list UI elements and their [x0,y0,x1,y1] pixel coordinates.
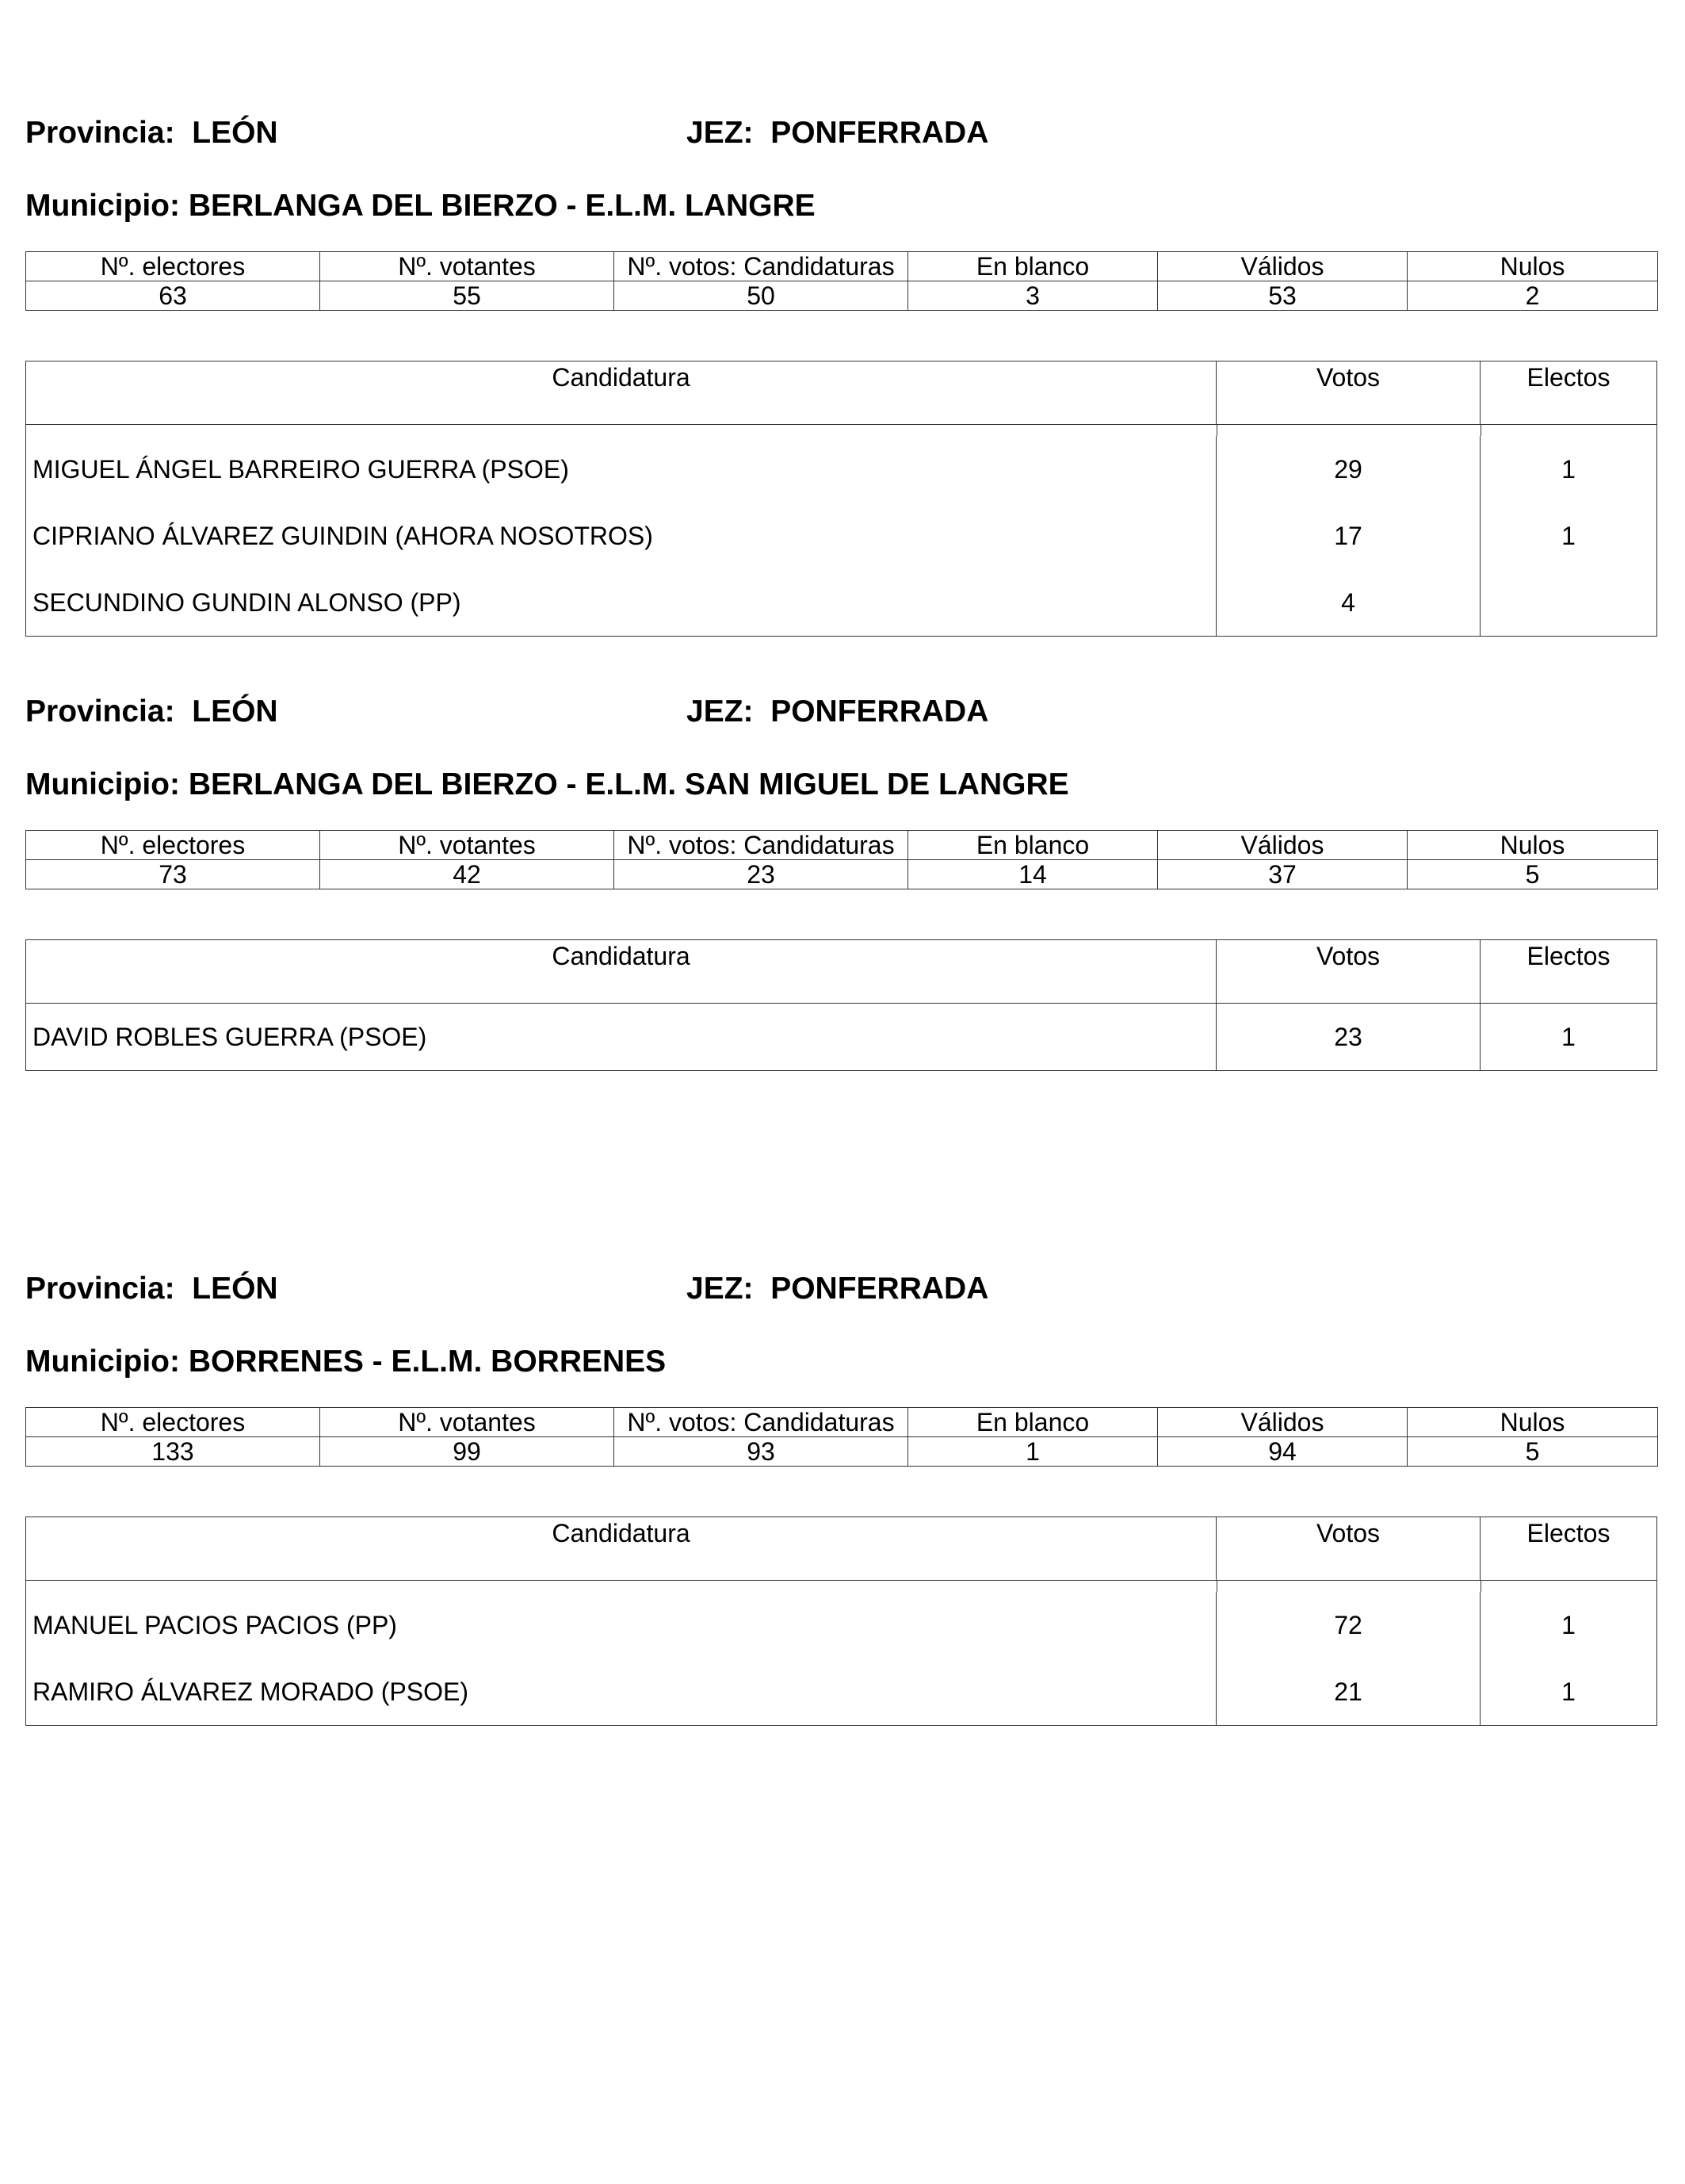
candidates-header-row [26,361,1656,425]
header-votos-candidaturas: Nº. votos: Candidaturas [614,252,908,281]
candidate-row [26,1592,1656,1658]
jez-line [686,694,988,730]
provincia-label: Provincia: [25,694,175,729]
candidate-votos: 23 [1217,1004,1481,1070]
municipio-value: BERLANGA DEL BIERZO - E.L.M. LANGRE [188,189,816,223]
value-validos: 37 [1158,860,1408,889]
header-votantes: Nº. votantes [320,831,614,860]
candidate-row [26,436,1656,503]
candidate-votos: 72 [1217,1592,1481,1658]
value-nulos: 5 [1408,860,1658,889]
candidate-electos: 1 [1561,1677,1576,1706]
candidate-votos: 17 [1217,503,1481,569]
header-nulos: Nulos [1408,252,1658,281]
candidate-electos: 1 [1561,521,1576,550]
header-votantes: Nº. votantes [320,1408,614,1437]
candidate-name: DAVID ROBLES GUERRA (PSOE) [26,1004,1217,1070]
stats-table [25,830,1658,889]
candidate-name: MANUEL PACIOS PACIOS (PP) [26,1592,1217,1658]
candidate-row [26,1004,1656,1070]
value-electores: 133 [26,1437,320,1467]
header-candidatura: Candidatura [26,1517,1217,1581]
provincia-line [25,1271,278,1307]
candidate-votos: 4 [1217,569,1481,636]
header-votos-candidaturas: Nº. votos: Candidaturas [614,1408,908,1437]
municipio-line [25,1344,666,1380]
value-votantes: 42 [320,860,614,889]
provincia-label: Provincia: [25,1272,175,1306]
candidate-electos: 1 [1561,454,1576,484]
value-votos-candidaturas: 50 [614,281,908,311]
candidate-row [26,1658,1656,1725]
candidates-table [25,361,1657,637]
value-votantes: 55 [320,281,614,311]
provincia-value: LEÓN [192,694,278,729]
value-votos-candidaturas: 93 [614,1437,908,1467]
jez-line [686,1271,988,1307]
value-en-blanco: 14 [908,860,1158,889]
candidate-votos: 21 [1217,1658,1481,1725]
value-validos: 94 [1158,1437,1408,1467]
stats-table [25,1407,1658,1467]
value-electores: 63 [26,281,320,311]
stats-value-row [26,281,1658,311]
value-en-blanco: 3 [908,281,1158,311]
municipio-line [25,188,816,224]
stats-header-row [26,831,1658,860]
candidate-electos: 1 [1561,1610,1576,1639]
candidates-table [25,1517,1657,1726]
jez-label: JEZ: [686,694,754,729]
candidate-name: MIGUEL ÁNGEL BARREIRO GUERRA (PSOE) [26,436,1217,503]
header-validos: Válidos [1158,1408,1408,1437]
value-validos: 53 [1158,281,1408,311]
provincia-line [25,694,278,730]
candidate-electos [1481,569,1656,636]
header-electos: Electos [1481,940,1656,1004]
candidate-name: SECUNDINO GUNDIN ALONSO (PP) [26,569,1217,636]
header-en-blanco: En blanco [908,831,1158,860]
value-en-blanco: 1 [908,1437,1158,1467]
header-candidatura: Candidatura [26,940,1217,1004]
jez-label: JEZ: [686,1272,754,1306]
value-nulos: 5 [1408,1437,1658,1467]
header-votos: Votos [1217,361,1481,425]
stats-value-row [26,860,1658,889]
header-votos-candidaturas: Nº. votos: Candidaturas [614,831,908,860]
candidate-name: RAMIRO ÁLVAREZ MORADO (PSOE) [26,1658,1217,1725]
municipio-value: BERLANGA DEL BIERZO - E.L.M. SAN MIGUEL DE LANGRE [188,767,1069,801]
stats-value-row [26,1437,1658,1467]
municipio-label: Municipio: [25,189,180,223]
header-votos: Votos [1217,1517,1481,1581]
municipio-label: Municipio: [25,767,180,801]
header-votantes: Nº. votantes [320,252,614,281]
header-validos: Válidos [1158,831,1408,860]
provincia-label: Provincia: [25,116,175,150]
jez-label: JEZ: [686,116,754,150]
header-en-blanco: En blanco [908,252,1158,281]
candidate-votos: 29 [1217,436,1481,503]
header-votos: Votos [1217,940,1481,1004]
header-nulos: Nulos [1408,831,1658,860]
stats-header-row [26,252,1658,281]
value-votos-candidaturas: 23 [614,860,908,889]
candidates-table [25,939,1657,1071]
header-electos: Electos [1481,361,1656,425]
header-candidatura: Candidatura [26,361,1217,425]
jez-value: PONFERRADA [770,1272,989,1306]
provincia-value: LEÓN [192,1272,278,1306]
stats-table [25,251,1658,311]
header-electos: Electos [1481,1517,1656,1581]
provincia-value: LEÓN [192,116,278,150]
header-validos: Válidos [1158,252,1408,281]
candidate-electos: 1 [1561,1022,1576,1051]
municipio-value: BORRENES - E.L.M. BORRENES [188,1344,667,1379]
candidate-name: CIPRIANO ÁLVAREZ GUINDIN (AHORA NOSOTROS) [26,503,1217,569]
header-en-blanco: En blanco [908,1408,1158,1437]
value-electores: 73 [26,860,320,889]
candidate-row [26,503,1656,569]
jez-value: PONFERRADA [770,694,989,729]
header-electores: Nº. electores [26,252,320,281]
jez-line [686,115,988,151]
candidates-header-row [26,1517,1656,1581]
header-nulos: Nulos [1408,1408,1658,1437]
header-electores: Nº. electores [26,1408,320,1437]
jez-value: PONFERRADA [770,116,989,150]
value-nulos: 2 [1408,281,1658,311]
municipio-label: Municipio: [25,1344,180,1379]
header-electores: Nº. electores [26,831,320,860]
value-votantes: 99 [320,1437,614,1467]
candidates-header-row [26,940,1656,1004]
municipio-line [25,767,1069,803]
provincia-line [25,115,278,151]
stats-header-row [26,1408,1658,1437]
candidate-row [26,569,1656,636]
